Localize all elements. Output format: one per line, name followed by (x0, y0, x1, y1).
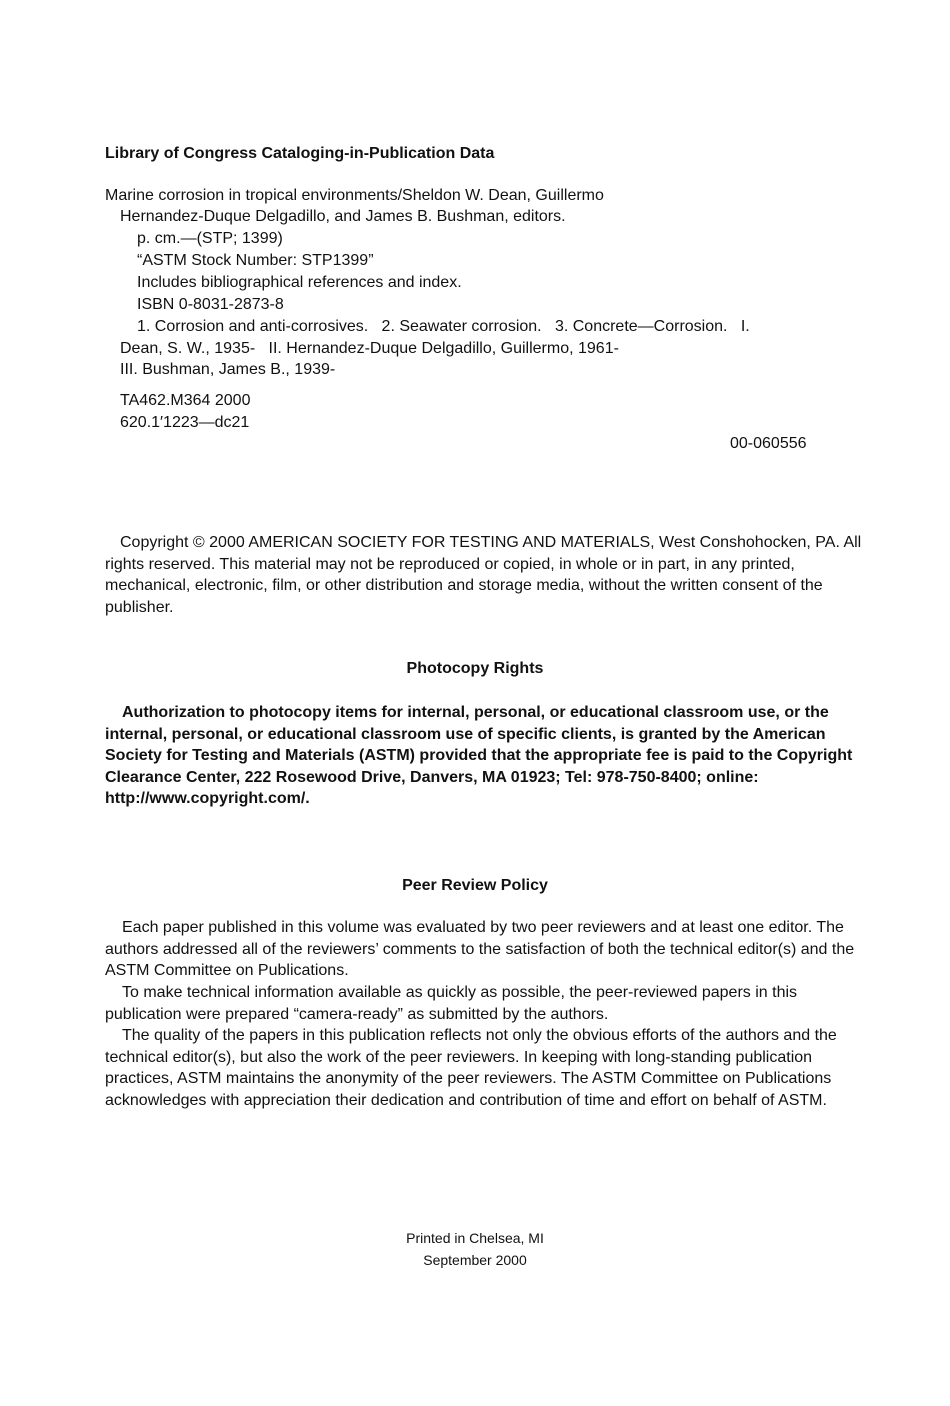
cip-line: III. Bushman, James B., 1939- (120, 361, 336, 378)
copyright-text: Copyright © 2000 AMERICAN SOCIETY FOR TESTING AND MATERIALS, West Conshohocken, PA. All rights reserved. This material may not be reproduced or copied, in whole or in part, in any printed, mechanical, electronic, film, or other distribution and storage media, without the written consent of the publisher. (105, 534, 862, 616)
peer-review-heading: Peer Review Policy (402, 877, 548, 894)
photocopy-heading: Photocopy Rights (406, 660, 544, 677)
cip-line: Hernandez-Duque Delgadillo, and James B. Bushman, editors. (120, 208, 566, 225)
imprint-date: September 2000 (423, 1252, 527, 1268)
cip-line: “ASTM Stock Number: STP1399” (137, 252, 374, 269)
peer-review-paragraph: Each paper published in this volume was evaluated by two peer reviewers and at least one editor. The authors addressed all of the reviewers’ comments to the satisfaction of both the technical editor(s) and the ASTM Committee on Publications. (105, 919, 855, 979)
cip-class-number: 620.1′1223—dc21 (120, 414, 250, 431)
cip-line: Marine corrosion in tropical environments/Sheldon W. Dean, Guillermo (105, 187, 604, 204)
cip-line: Dean, S. W., 1935- II. Hernandez-Duque Delgadillo, Guillermo, 1961- (120, 340, 619, 357)
peer-review-paragraph: To make technical information available as quickly as possible, the peer-reviewed papers in this publication were prepared “camera-ready” as submitted by the authors. (105, 984, 798, 1023)
imprint-place: Printed in Chelsea, MI (406, 1230, 544, 1246)
cip-lccn: 00-060556 (730, 435, 807, 452)
cip-line: Includes bibliographical references and index. (137, 274, 462, 291)
cip-line: 1. Corrosion and anti-corrosives. 2. Seawater corrosion. 3. Concrete—Corrosion. I. (137, 318, 750, 335)
cip-heading: Library of Congress Cataloging-in-Publication Data (105, 145, 495, 162)
photocopy-text: Authorization to photocopy items for internal, personal, or educational classroom use, or the internal, personal, or educational classroom use of specific clients, is granted by the American Society for Testing and Materials (ASTM) provided that the appropriate fee is paid to the Copyright Clearance Center, 222 Rosewood Drive, Danvers, MA 01923; Tel: 978-750-8400; online: http://www.copyright.com/. (105, 704, 853, 807)
cip-line: p. cm.—(STP; 1399) (137, 230, 283, 247)
peer-review-paragraph: The quality of the papers in this publication reflects not only the obvious efforts of the authors and the technical editor(s), but also the work of the peer reviewers. In keeping with long-standing publication practices, ASTM maintains the anonymity of the peer reviewers. The ASTM Committee on Publications acknowledges with appreciation their dedication and contribution of time and effort on behalf of ASTM. (105, 1027, 837, 1109)
cip-line: ISBN 0-8031-2873-8 (137, 296, 284, 313)
cip-class-number: TA462.M364 2000 (120, 392, 251, 409)
